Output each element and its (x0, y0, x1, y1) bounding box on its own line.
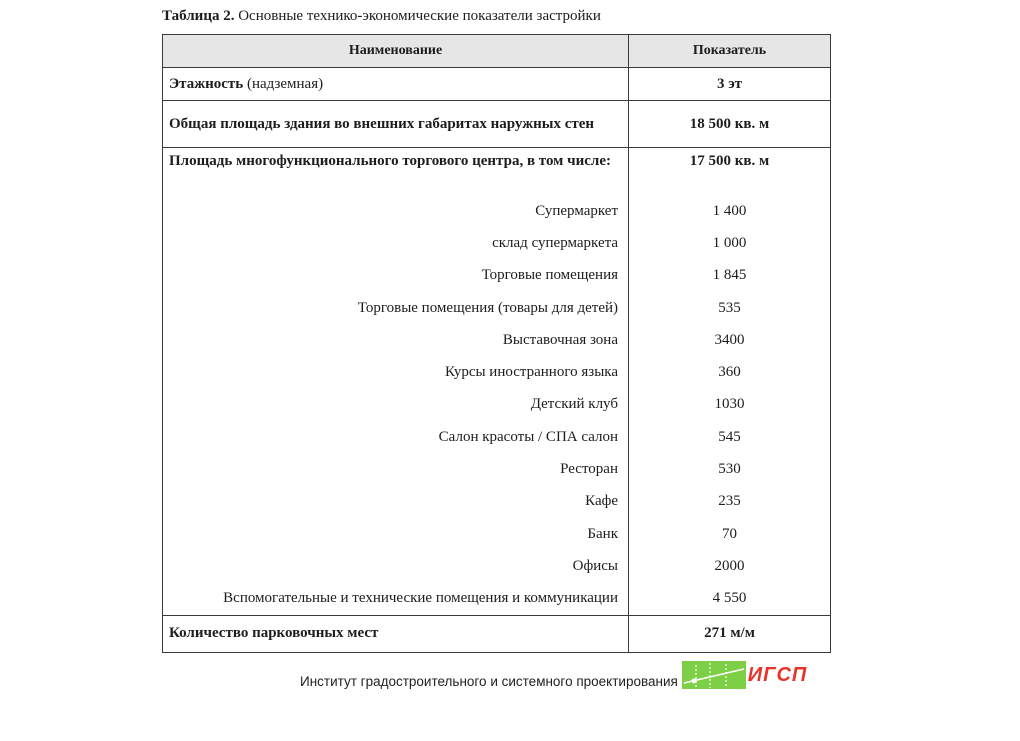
item-value: 70 (629, 518, 831, 550)
item-value: 4 550 (629, 583, 831, 616)
parking-name: Количество парковочных мест (163, 615, 629, 652)
item-name: Курсы иностранного языка (163, 356, 629, 388)
table-row (163, 518, 831, 550)
floors-name (163, 68, 629, 101)
parking-value: 271 м/м (629, 615, 831, 652)
item-value: 2000 (629, 550, 831, 582)
table-row-floors (163, 68, 831, 101)
table-row (163, 195, 831, 227)
item-name: Супермаркет (163, 195, 629, 227)
item-value: 1 400 (629, 195, 831, 227)
item-name: Банк (163, 518, 629, 550)
item-name: Торговые помещения (163, 260, 629, 292)
table-row (163, 389, 831, 421)
header-value: Показатель (629, 35, 831, 68)
item-name: Ресторан (163, 453, 629, 485)
item-name: Детский клуб (163, 389, 629, 421)
header-name: Наименование (163, 35, 629, 68)
table-row-parking (163, 615, 831, 652)
table-row-mall-area (163, 148, 831, 196)
table-row (163, 421, 831, 453)
item-value: 1 845 (629, 260, 831, 292)
floors-value: 3 эт (629, 68, 831, 101)
page-footer (300, 660, 807, 690)
table-row (163, 292, 831, 324)
table-row (163, 486, 831, 518)
table-row-total-area (163, 101, 831, 148)
item-name: склад супермаркета (163, 227, 629, 259)
table-caption (162, 8, 601, 25)
item-value: 1030 (629, 389, 831, 421)
indicators-table (162, 34, 831, 653)
institute-name: Институт градостроительного и системного проектирования (300, 673, 678, 689)
caption-label: Таблица 2. (162, 8, 235, 24)
item-value: 545 (629, 421, 831, 453)
mall-area-value: 17 500 кв. м (629, 148, 831, 196)
logo-lines-icon (682, 661, 746, 689)
table-row (163, 324, 831, 356)
table-row (163, 453, 831, 485)
total-area-name: Общая площадь здания во внешних габаритах наружных стен (163, 101, 629, 148)
item-name: Салон красоты / СПА салон (163, 421, 629, 453)
item-value: 1 000 (629, 227, 831, 259)
item-value: 3400 (629, 324, 831, 356)
floors-name-bold: Этажность (169, 75, 244, 92)
item-name: Выставочная зона (163, 324, 629, 356)
logo-graphic (682, 661, 746, 689)
total-area-value: 18 500 кв. м (629, 101, 831, 148)
mall-area-name: Площадь многофункционального торгового центра, в том числе: (163, 148, 629, 196)
table-row (163, 227, 831, 259)
logo-text: ИГСП (747, 663, 808, 686)
table-row (163, 260, 831, 292)
item-value: 530 (629, 453, 831, 485)
igsp-logo (682, 661, 808, 689)
floors-name-note: (надземная) (243, 75, 324, 92)
table-row (163, 583, 831, 616)
item-name: Кафе (163, 486, 629, 518)
item-value: 235 (629, 486, 831, 518)
item-value: 360 (629, 356, 831, 388)
table-header-row (163, 35, 831, 68)
item-name: Офисы (163, 550, 629, 582)
caption-text: Основные технико-экономические показатели застройки (234, 8, 601, 24)
item-name: Вспомогательные и технические помещения и коммуникации (163, 583, 629, 616)
table-row (163, 550, 831, 582)
item-value: 535 (629, 292, 831, 324)
item-name: Торговые помещения (товары для детей) (163, 292, 629, 324)
table-row (163, 356, 831, 388)
